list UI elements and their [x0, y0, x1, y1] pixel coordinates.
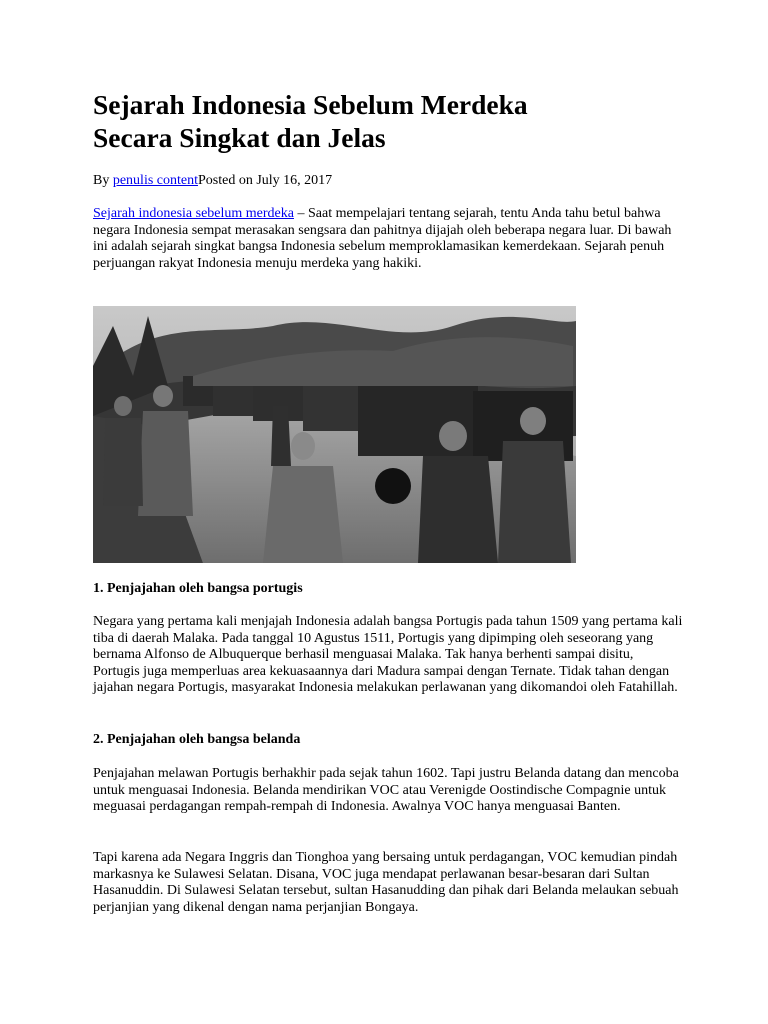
article-title: [93, 88, 693, 154]
byline-posted: Posted on July 16, 2017: [198, 173, 333, 188]
section-paragraph: Negara yang pertama kali menjajah Indonesia adalah bangsa Portugis pada tahun 1509 yang pertama kali tiba di daerah Malaka. Pada tanggal 10 Agustus 1511, Portugis yang dipimping oleh seseorang yang bernama Alfonso de Albuquerque berhasil menguasai Malaka. Tak hanya berhenti sampai disitu, Portugis juga memperluas area kekuasaannya dari Madura sampai dengan Ternate. Tidak tahan dengan jajahan negara Portugis, masyarakat Indonesia melakukan perlawanan yang dikomandoi oleh Fatahillah.: [93, 614, 683, 695]
section-heading-belanda: 2. Penjajahan oleh bangsa belanda: [93, 732, 301, 747]
byline-by: By: [93, 173, 113, 188]
historical-photo: [93, 306, 576, 563]
section-paragraph: Tapi karena ada Negara Inggris dan Tionghoa yang bersaing untuk perdagangan, VOC kemudian pindah markasnya ke Sulawesi Selatan. Disana, VOC juga mendapat perlawanan besar-besaran dari Sultan Hasanuddin. Di Sulawesi Selatan tersebut, sultan Hasanudding dan pihak dari Belanda melaukan sebuah perjanjian yang dikenal dengan nama perjanjian Bongaya.: [93, 850, 679, 915]
title-line-1: Sejarah Indonesia Sebelum Merdeka: [93, 89, 528, 120]
intro-paragraph: [93, 206, 683, 272]
intro-link[interactable]: Sejarah indonesia sebelum merdeka: [93, 206, 294, 221]
byline: [93, 172, 332, 190]
section-paragraph: Penjajahan melawan Portugis berhakhir pada sejak tahun 1602. Tapi justru Belanda datang dan mencoba untuk menguasai Indonesia. Belanda mendirikan VOC atau Verenigde Oostindische Compagnie untuk meguasai perdagangan rempah-rempah di Indonesia. Awalnya VOC hanya menguasai Banten.: [93, 766, 679, 814]
author-link[interactable]: penulis content: [112, 173, 198, 188]
historical-photo-graphic: [93, 306, 576, 563]
section-heading-portugis: 1. Penjajahan oleh bangsa portugis: [93, 581, 303, 596]
title-line-2: Secara Singkat dan Jelas: [93, 122, 386, 153]
intro-text: – Saat mempelajari tentang sejarah, tentu Anda tahu betul bahwa negara Indonesia sempat merasakan sengsara dan pahitnya dijajah oleh beberapa negara luar. Di bawah ini adalah sejarah singkat bangsa Indonesia sebelum memproklamasikan kemerdekaan. Sejarah penuh perjuangan rakyat Indonesia menuju merdeka yang hakiki.: [93, 206, 672, 271]
